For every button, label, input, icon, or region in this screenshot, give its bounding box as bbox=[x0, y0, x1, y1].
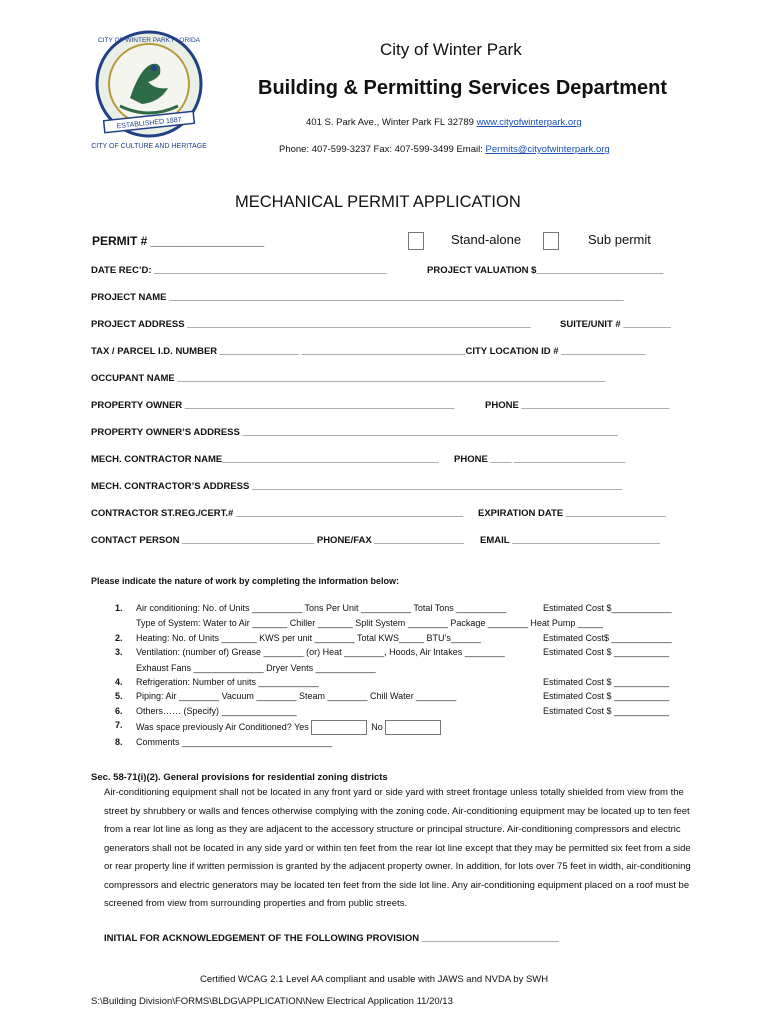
comments-line[interactable]: Comments ______________________________ bbox=[136, 737, 333, 747]
others-line[interactable]: Others…… (Specify) _______________ bbox=[136, 706, 297, 716]
street-address: 401 S. Park Ave., Winter Park FL 32789 bbox=[306, 117, 474, 128]
subpermit-checkbox[interactable] bbox=[543, 232, 559, 250]
contractor-address-field[interactable]: MECH. CONTRACTOR’S ADDRESS ______________________________________________________________________ bbox=[91, 481, 622, 492]
contact-line bbox=[279, 144, 610, 155]
suite-unit-field[interactable]: SUITE/UNIT # _________ bbox=[560, 319, 671, 330]
work-item-number: 8. bbox=[115, 737, 123, 747]
others-estimated-cost[interactable]: Estimated Cost $ ___________ bbox=[543, 706, 670, 716]
work-item-number: 3. bbox=[115, 647, 123, 657]
heating-estimated-cost[interactable]: Estimated Cost$ ____________ bbox=[543, 633, 672, 643]
project-address-field[interactable]: PROJECT ADDRESS _________________________________________________________________ bbox=[91, 319, 531, 330]
exhaust-line[interactable]: Exhaust Fans ______________ Dryer Vents ____________ bbox=[136, 663, 376, 673]
expiration-date-field[interactable]: EXPIRATION DATE ___________________ bbox=[478, 508, 667, 519]
work-item-number: 6. bbox=[115, 706, 123, 716]
piping-line[interactable]: Piping: Air ________ Vacuum ________ Steam ________ Chill Water ________ bbox=[136, 691, 457, 701]
file-path: S:\Building Division\FORMS\BLDG\APPLICATION\New Electrical Application 11/20/13 bbox=[91, 996, 453, 1007]
address-line bbox=[306, 117, 582, 128]
contractor-cert-field[interactable]: CONTRACTOR ST.REG./CERT.# ___________________________________________ bbox=[91, 508, 464, 519]
project-name-field[interactable]: PROJECT NAME ______________________________________________________________________________________ bbox=[91, 292, 624, 303]
occupant-name-field[interactable]: OCCUPANT NAME _________________________________________________________________________________ bbox=[91, 373, 606, 384]
air-conditioning-line[interactable]: Air conditioning: No. of Units __________ Tons Per Unit __________ Total Tons __________ bbox=[136, 603, 507, 613]
ac-estimated-cost[interactable]: Estimated Cost $____________ bbox=[543, 603, 672, 613]
acknowledgement-initial-field[interactable]: INITIAL FOR ACKNOWLEDGEMENT OF THE FOLLOWING PROVISION __________________________ bbox=[104, 933, 560, 944]
previous-ac-line bbox=[136, 720, 443, 735]
property-owner-field[interactable]: PROPERTY OWNER ___________________________________________________ bbox=[91, 400, 455, 411]
work-item-number: 1. bbox=[115, 603, 123, 613]
form-title: MECHANICAL PERMIT APPLICATION bbox=[235, 193, 521, 211]
subpermit-label: Sub permit bbox=[588, 232, 651, 247]
phone-fax-text: Phone: 407-599-3237 Fax: 407-599-3499 Email: bbox=[279, 144, 483, 155]
refrigeration-estimated-cost[interactable]: Estimated Cost $ ___________ bbox=[543, 677, 670, 687]
work-instruction: Please indicate the nature of work by completing the information below: bbox=[91, 576, 400, 586]
date-received-field[interactable]: DATE REC’D: ____________________________________________ bbox=[91, 265, 387, 276]
yes-box[interactable] bbox=[311, 720, 367, 735]
refrigeration-line[interactable]: Refrigeration: Number of units ____________ bbox=[136, 677, 319, 687]
work-item-number: 4. bbox=[115, 677, 123, 687]
work-item-number: 7. bbox=[115, 720, 123, 730]
city-name: City of Winter Park bbox=[380, 40, 522, 59]
work-item-number: 5. bbox=[115, 691, 123, 701]
owner-address-field[interactable]: PROPERTY OWNER’S ADDRESS _______________________________________________________________________ bbox=[91, 427, 618, 438]
tax-parcel-field[interactable]: TAX / PARCEL I.D. NUMBER _______________ _______________________________CITY LOCATION ID # ________________ bbox=[91, 346, 646, 357]
work-item-number: 2. bbox=[115, 633, 123, 643]
email-link[interactable]: Permits@cityofwinterpark.org bbox=[485, 144, 610, 155]
previous-ac-question: Was space previously Air Conditioned? Yes bbox=[136, 721, 309, 732]
seal-top-text: CITY OF WINTER PARK FLORIDA bbox=[98, 37, 200, 44]
system-type-line[interactable]: Type of System: Water to Air _______ Chiller _______ Split System ________ Package ________ Heat Pump _____ bbox=[136, 618, 603, 628]
seal-bottom-text: CITY OF CULTURE AND HERITAGE bbox=[91, 143, 207, 150]
standalone-label: Stand-alone bbox=[451, 232, 522, 247]
piping-estimated-cost[interactable]: Estimated Cost $ ___________ bbox=[543, 691, 670, 701]
contractor-name-field[interactable]: MECH. CONTRACTOR NAME_________________________________________ bbox=[91, 454, 439, 465]
contact-email-field[interactable]: EMAIL ____________________________ bbox=[480, 535, 660, 546]
city-seal-logo bbox=[90, 28, 208, 152]
heating-line[interactable]: Heating: No. of Units _______ KWS per unit ________ Total KWS_____ BTU’s______ bbox=[136, 633, 481, 643]
contact-person-field[interactable]: CONTACT PERSON _________________________ PHONE/FAX _________________ bbox=[91, 535, 465, 546]
contractor-phone-field[interactable]: PHONE ____ _____________________ bbox=[454, 454, 626, 465]
owner-phone-field[interactable]: PHONE ____________________________ bbox=[485, 400, 670, 411]
provision-heading: Sec. 58-71(i)(2). General provisions for residential zoning districts bbox=[91, 772, 388, 783]
no-label: No bbox=[371, 721, 383, 732]
no-box[interactable] bbox=[385, 720, 441, 735]
provision-body: Air-conditioning equipment shall not be located in any front yard or side yard with street frontage unless totally shielded from view from the street by shrubbery or walls and fences otherwise complying with the zoning code. Air-conditioning equipment may be located up to ten feet from a rear lot line as long as they are adjacent to the accessory structure or principal structure. Air-conditioning compressors and electric generators shall not be located in any side yard or within ten feet from the rear lot line except that they may be permitted six feet from a side or rear property line if written permission is granted by the adjacent property owner. In addition, for lots over 75 feet in width, air-conditioning compressors and electric generators may be located ten feet from the side lot line. Any air-conditioning equipment placed on a roof must be screened from view from surrounding properties and from public streets. bbox=[104, 787, 691, 909]
seal-band-text: ESTABLISHED 1887 bbox=[116, 116, 182, 131]
permit-number-field[interactable]: PERMIT # _________________ bbox=[92, 234, 265, 248]
website-link[interactable]: www.cityofwinterpark.org bbox=[476, 117, 582, 128]
project-valuation-field[interactable]: PROJECT VALUATION $________________________ bbox=[427, 265, 664, 276]
ventilation-line[interactable]: Ventilation: (number of) Grease ________ (or) Heat ________, Hoods, Air Intakes ________ bbox=[136, 647, 505, 657]
compliance-note: Certified WCAG 2.1 Level AA compliant and usable with JAWS and NVDA by SWH bbox=[200, 974, 549, 985]
ventilation-estimated-cost[interactable]: Estimated Cost $ ___________ bbox=[543, 647, 670, 657]
department-name: Building & Permitting Services Department bbox=[258, 77, 667, 99]
standalone-checkbox[interactable] bbox=[408, 232, 424, 250]
